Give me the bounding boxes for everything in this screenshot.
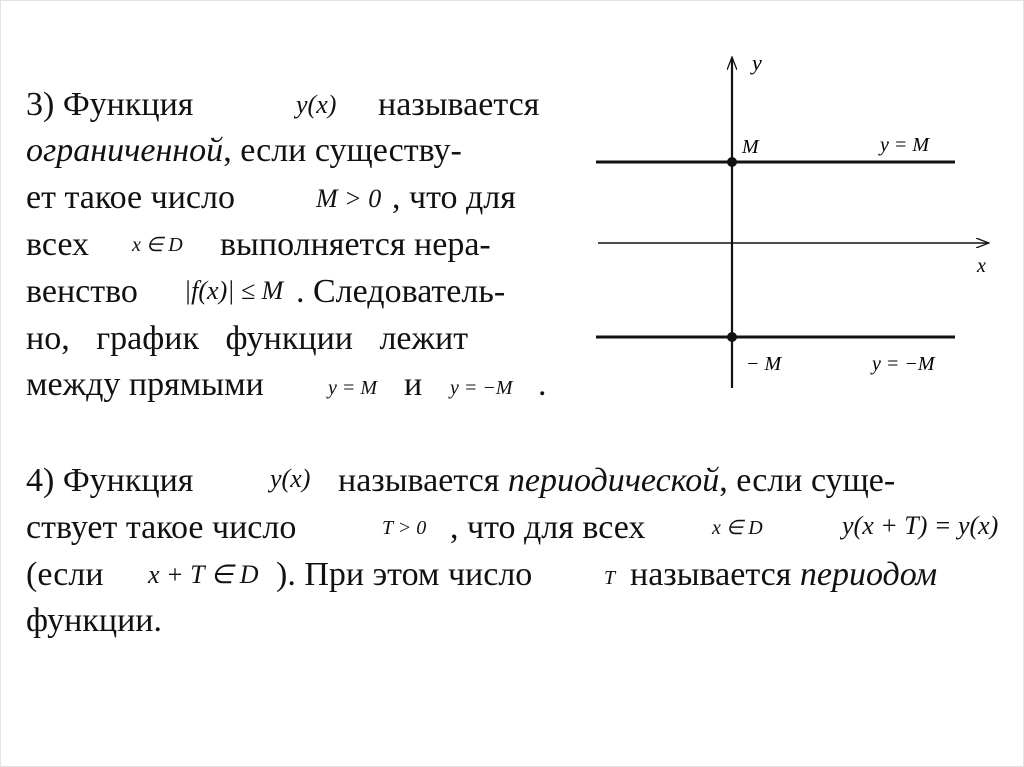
s4-line1-called: называется	[338, 462, 500, 499]
s3-formula-xD: x ∈ D	[132, 234, 183, 256]
s3-formula-ineq: |f(x)| ≤ M	[184, 276, 284, 305]
s3-formula-M0: M > 0	[316, 184, 382, 213]
s4-line3-mid: ). При этом число	[276, 556, 533, 593]
s3-line4-end: выполняется нера-	[220, 226, 491, 263]
s3-line7-start: между прямыми	[26, 366, 264, 403]
s3-line7-dot: .	[538, 366, 547, 403]
s4-line2-start: ствует такое число	[26, 509, 297, 546]
s3-formula-yx: y(x)	[296, 90, 337, 119]
s3-formula-ymM: y = −M	[450, 377, 513, 399]
label-M: M	[742, 136, 759, 158]
label-y-equals-minus-M: y = −M	[872, 353, 935, 375]
s4-formula-T0: T > 0	[382, 517, 427, 539]
point-minus-M	[727, 332, 737, 342]
s4-line3-called: называется	[630, 556, 792, 593]
s3-line4-start: всех	[26, 226, 90, 263]
s4-formula-xTD: x + T ∈ D	[148, 560, 259, 589]
s3-line3-end: , что для	[392, 179, 516, 216]
s4-line4: функции.	[26, 602, 162, 639]
s3-line5-end: . Следователь-	[296, 273, 506, 310]
s4-line3-end	[630, 558, 937, 592]
s4-line2-mid: , что для всех	[450, 509, 646, 546]
x-axis-label: x	[977, 255, 986, 277]
label-minus-M: − M	[746, 353, 782, 375]
y-axis-label: y	[752, 50, 762, 75]
s3-line1-end: называется	[378, 86, 540, 123]
s4-formula-period: y(x + T) = y(x)	[842, 511, 999, 540]
s3-line5-start: венство	[26, 273, 138, 310]
s3-line7-and: и	[404, 366, 423, 403]
s4-line3-start: (если	[26, 556, 104, 593]
point-M	[727, 157, 737, 167]
s4-term-periodic: периодической	[507, 462, 720, 499]
s4-line1-start: 4) Функция	[26, 462, 194, 499]
s4-formula-xD: x ∈ D	[712, 517, 763, 539]
s4-line1-mid	[338, 464, 895, 498]
s3-line1-start: 3) Функция	[26, 86, 194, 123]
s3-term-bounded: ограниченной	[26, 132, 224, 169]
s3-formula-yM: y = M	[328, 377, 378, 399]
label-y-equals-M: y = M	[880, 134, 930, 156]
s3-line3-start: ет такое число	[26, 179, 235, 216]
s3-line6: но, график функции лежит	[26, 320, 469, 357]
s4-formula-yx: y(x)	[270, 464, 311, 493]
s4-term-period: периодом	[799, 556, 938, 593]
s4-line1-end: , если суще-	[719, 462, 896, 499]
s3-line2-rest: , если существу-	[223, 132, 462, 169]
s4-formula-T: T	[604, 567, 616, 589]
